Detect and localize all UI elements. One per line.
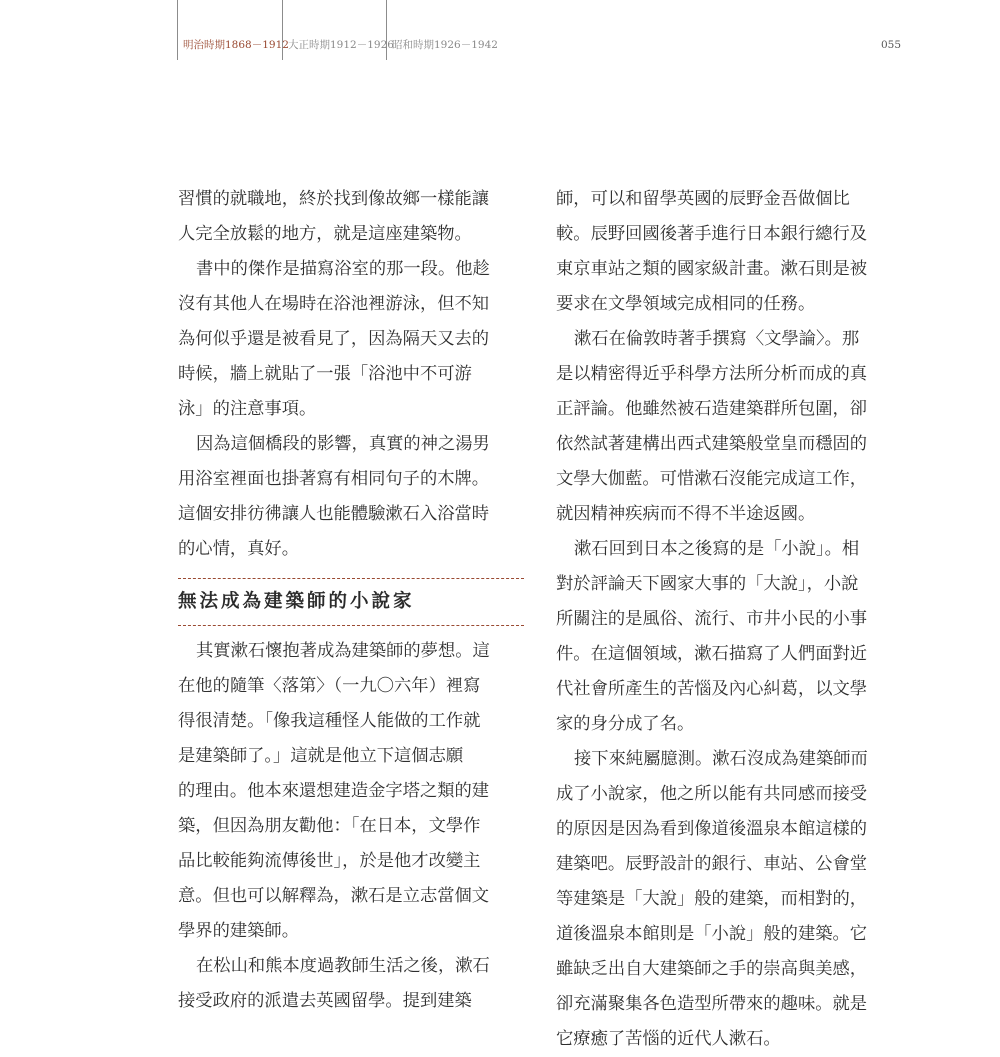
text-line: 接受政府的派遣去英國留學。提到建築: [178, 991, 472, 1011]
paragraph: [556, 322, 902, 532]
text-line: 在他的隨筆〈落第〉（一九〇六年）裡寫: [178, 676, 481, 696]
text-line: 就因精神疾病而不得不半途返國。: [556, 504, 816, 524]
text-line: 件。在這個領域，漱石描寫了人們面對近: [556, 644, 868, 664]
text-line: 雖缺乏出自大建築師之手的崇高與美感，: [556, 959, 868, 979]
text-line: 接下來純屬臆測。漱石沒成為建築師而: [574, 749, 868, 769]
header-divider: [177, 0, 178, 60]
paragraph: [178, 252, 524, 427]
paragraph: [556, 532, 902, 742]
text-line: 家的身分成了名。: [556, 714, 695, 734]
text-line: 東京車站之類的國家級計畫。漱石則是被: [556, 259, 868, 279]
header-divider: [386, 0, 387, 60]
text-line: 的原因是因為看到像道後溫泉本館這樣的: [556, 819, 868, 839]
text-line: 築，但因為朋友勸他：「在日本，文學作: [178, 816, 481, 836]
right-text-column: [556, 182, 902, 1057]
header-divider: [282, 0, 283, 60]
text-line: 的理由。他本來還想建造金字塔之類的建: [178, 781, 490, 801]
era-taisho-label: 大正時期1912－1926: [288, 39, 394, 51]
text-line: 沒有其他人在場時在浴池裡游泳，但不知: [178, 294, 490, 314]
text-line: 品比較能夠流傳後世」，於是他才改變主: [178, 851, 481, 871]
text-line: 漱石回到日本之後寫的是「小說」。相: [574, 539, 860, 559]
text-line: 依然試著建構出西式建築般堂皇而穩固的: [556, 434, 868, 454]
text-line: 的心情，真好。: [178, 539, 299, 559]
text-line: 人完全放鬆的地方，就是這座建築物。: [178, 224, 472, 244]
text-line: 師，可以和留學英國的辰野金吾做個比: [556, 189, 850, 209]
text-line: 習慣的就職地，終於找到像故鄉一樣能讓: [178, 189, 490, 209]
paragraph: [178, 634, 524, 949]
text-line: 其實漱石懷抱著成為建築師的夢想。這: [196, 641, 490, 661]
left-text-column: [178, 182, 524, 1019]
text-line: 建築吧。辰野設計的銀行、車站、公會堂: [556, 854, 868, 874]
text-line: 書中的傑作是描寫浴室的那一段。他趁: [196, 259, 490, 279]
text-line: 等建築是「大說」般的建築，而相對的，: [556, 889, 868, 909]
text-line: 成了小說家，他之所以能有共同感而接受: [556, 784, 868, 804]
text-line: 在松山和熊本度過教師生活之後，漱石: [196, 956, 490, 976]
text-line: 所關注的是風俗、流行、市井小民的小事: [556, 609, 868, 629]
text-line: 卻充滿聚集各色造型所帶來的趣味。就是: [556, 994, 868, 1014]
paragraph: [178, 182, 524, 252]
text-line: 得很清楚。「像我這種怪人能做的工作就: [178, 711, 481, 731]
text-line: 要求在文學領域完成相同的任務。: [556, 294, 816, 314]
text-line: 泳」的注意事項。: [178, 399, 317, 419]
era-showa-label: 昭和時期1926－1942: [392, 39, 498, 51]
text-line: 道後溫泉本館則是「小說」般的建築。它: [556, 924, 868, 944]
text-line: 學界的建築師。: [178, 921, 299, 941]
text-line: 較。辰野回國後著手進行日本銀行總行及: [556, 224, 868, 244]
text-line: 是以精密得近乎科學方法所分析而成的真: [556, 364, 868, 384]
text-line: 正評論。他雖然被石造建築群所包圍，卻: [556, 399, 868, 419]
section-heading: 無法成為建築師的小說家: [178, 591, 415, 612]
text-line: 時候，牆上就貼了一張「浴池中不可游: [178, 364, 472, 384]
paragraph: [178, 427, 524, 567]
text-line: 為何似乎還是被看見了，因為隔天又去的: [178, 329, 490, 349]
text-line: 因為這個橋段的影響，真實的神之湯男: [196, 434, 490, 454]
text-line: 漱石在倫敦時著手撰寫〈文學論〉。那: [574, 329, 860, 349]
text-line: 它療癒了苦惱的近代人漱石。: [556, 1029, 781, 1049]
paragraph: [178, 949, 524, 1019]
text-line: 對於評論天下國家大事的「大說」，小說: [556, 574, 859, 594]
era-meiji-label: 明治時期1868－1912: [183, 39, 289, 51]
text-line: 用浴室裡面也掛著寫有相同句子的木牌。: [178, 469, 490, 489]
running-header: [0, 0, 1000, 60]
page-number: 055: [880, 39, 901, 51]
text-line: 是建築師了。」這就是他立下這個志願: [178, 746, 464, 766]
text-line: 代社會所產生的苦惱及內心糾葛，以文學: [556, 679, 868, 699]
paragraph: [556, 742, 902, 1057]
text-line: 文學大伽藍。可惜漱石沒能完成這工作，: [556, 469, 868, 489]
text-line: 意。但也可以解釋為，漱石是立志當個文: [178, 886, 490, 906]
paragraph: [556, 182, 902, 322]
text-line: 這個安排彷彿讓人也能體驗漱石入浴當時: [178, 504, 490, 524]
